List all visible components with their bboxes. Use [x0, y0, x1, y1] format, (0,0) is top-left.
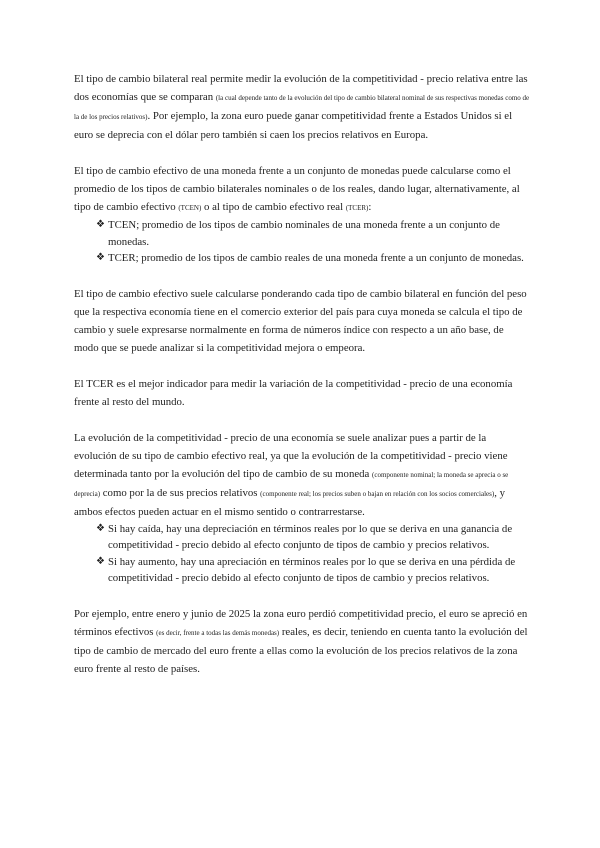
paragraph-2-colon: :	[368, 201, 372, 213]
list-item	[96, 521, 530, 554]
list-item-text: Si hay aumento, hay una apreciación en términos reales por lo que se deriva en una pérdida de competitividad - precio debido al efecto conjunto de tipos de cambio y precios relativos.	[108, 555, 516, 584]
paragraph-gap	[74, 267, 530, 285]
paragraph-5-text: La evolución de la competitividad - precio de una economía se suele analizar pues a partir de la evolución de su tipo de cambio efectivo real, ya que la evolución de la competitividad - precio viene determinada tanto por la evolución del tipo de cambio de su moneda	[74, 431, 508, 480]
bullet-list-2	[74, 521, 530, 587]
paragraph-1	[74, 70, 530, 144]
bullet-icon: ❖	[96, 522, 105, 534]
paragraph-5	[74, 429, 530, 521]
bullet-list-1	[74, 217, 530, 267]
paragraph-gap	[74, 144, 530, 162]
paragraph-3: El tipo de cambio efectivo suele calcularse ponderando cada tipo de cambio bilateral en función del peso que la respectiva economía tiene en el comercio exterior del país para cuya moneda se calcula el tipo de cambio y suele expresarse normalmente en forma de números índice con respecto a un año base, de modo que se puede analizar si la competitividad mejora o empeora.	[74, 287, 527, 354]
paragraph-6-note: (es decir, frente a todas las demás monedas)	[156, 628, 280, 637]
paragraph-gap	[74, 587, 530, 605]
list-item	[96, 554, 530, 587]
paragraph-6-text: Por ejemplo, entre enero y junio de 2025 la zona euro perdió competitividad precio, el euro se apreció en términos efectivos	[74, 607, 528, 638]
list-item	[96, 250, 530, 267]
document-body	[74, 70, 530, 678]
paragraph-2-text-mid: o al tipo de cambio efectivo real	[204, 201, 344, 213]
list-item-text: TCEN; promedio de los tipos de cambio nominales de una moneda frente a un conjunto de monedas.	[108, 219, 500, 248]
list-item	[96, 217, 530, 250]
bullet-icon: ❖	[96, 219, 105, 230]
paragraph-2	[74, 162, 530, 217]
list-item-text: TCER; promedio de los tipos de cambio reales de una moneda frente a un conjunto de monedas.	[108, 252, 524, 264]
paragraph-4: El TCER es el mejor indicador para medir la variación de la competitividad - precio de una economía frente al resto del mundo.	[74, 377, 513, 408]
paragraph-2-text: El tipo de cambio efectivo de una moneda frente a un conjunto de monedas puede calcularse como el promedio de los tipos de cambio bilaterales nominales o de los reales, dando lugar, alternativamente, al tipo de cambio efectivo	[74, 165, 520, 213]
paragraph-1-text: El tipo de cambio bilateral real permite medir la evolución de la competitividad - precio relativa entre las dos economías que se comparan	[74, 73, 528, 103]
paragraph-5-note-real: (componente real; los precios suben o bajan en relación con los socios comerciales)	[260, 489, 495, 498]
paragraph-1-note: (la cual depende tanto de la evolución del tipo de cambio bilateral nominal de sus respectivas monedas como de la de los precios relativos)	[74, 94, 530, 121]
paragraph-gap	[74, 411, 530, 429]
paragraph-5-text-mid: como por la de sus precios relativos	[102, 486, 258, 499]
list-item-text: Si hay caída, hay una depreciación en términos reales por lo que se deriva en una ganancia de competitividad - precio debido al efecto conjunto de tipos de cambio y precios relativos.	[108, 522, 513, 551]
paragraph-5-note-nominal: (componente nominal; la moneda se aprecia o se deprecia)	[74, 470, 509, 498]
paragraph-2-note-tcen: (TCEN)	[178, 204, 202, 212]
paragraph-6-text-end: reales, es decir, teniendo en cuenta tanto la evolución del tipo de cambio de mercado del euro frente a ellas como la evolución de los precios relativos de la zona euro frente al resto de países.	[74, 625, 528, 675]
bullet-icon: ❖	[96, 555, 105, 567]
paragraph-gap	[74, 357, 530, 375]
paragraph-5-text-end: , y ambos efectos pueden actuar en el mismo sentido o contrarrestarse.	[74, 486, 505, 518]
paragraph-2-note-tcer: (TCER)	[345, 204, 369, 212]
paragraph-1-text-end: . Por ejemplo, la zona euro puede ganar competitividad frente a Estados Unidos si el euro se deprecia con el dólar pero también si caen los precios relativos en Europa.	[74, 110, 513, 141]
paragraph-6	[74, 605, 530, 678]
bullet-icon: ❖	[96, 252, 105, 263]
